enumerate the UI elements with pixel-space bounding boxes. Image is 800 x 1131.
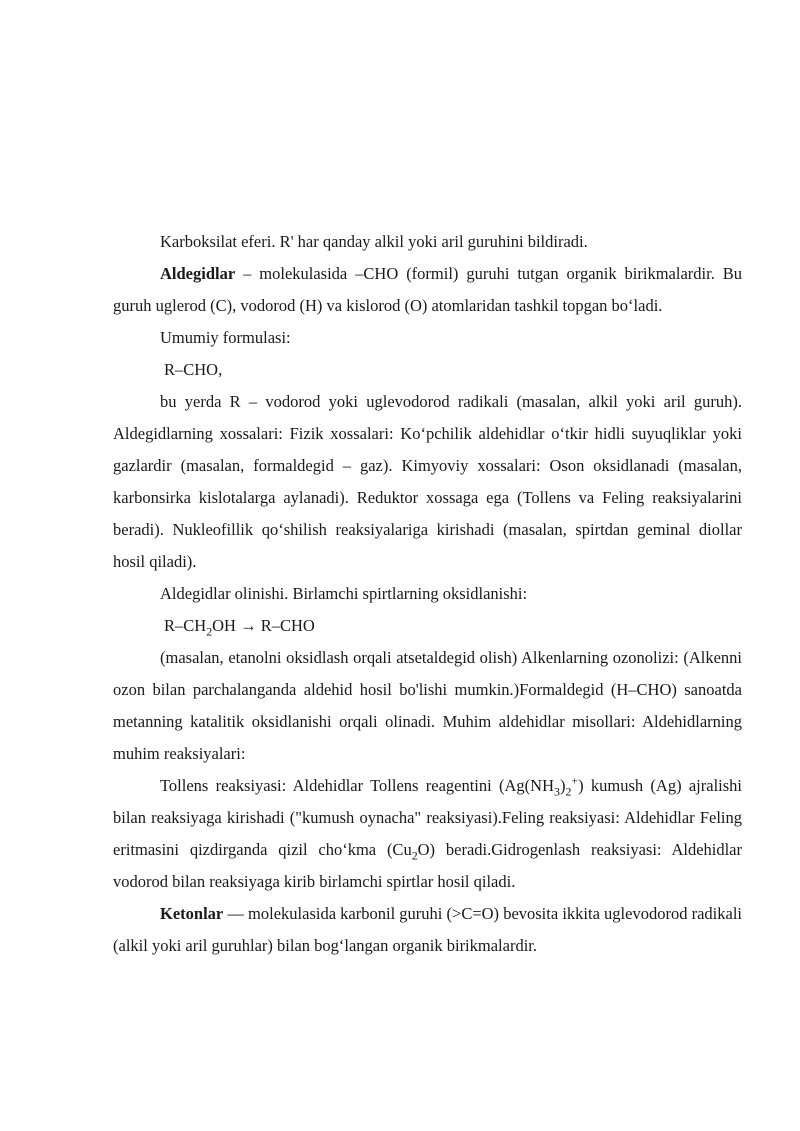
paragraph-aldehyde-properties: [113, 386, 742, 578]
formula-r-cho: [113, 354, 742, 386]
paragraph-ketones-definition: [113, 898, 742, 962]
formula-oxidation: [113, 610, 742, 642]
document-page: [113, 226, 742, 962]
paragraph-carboxylate-ether: [113, 226, 742, 258]
text-formula-r-cho: R–CHO,: [164, 360, 223, 379]
formula-oxidation-subscript: 2: [206, 624, 213, 639]
text-ozonolysis: (masalan, etanolni oksidlash orqali atsetaldegid olish) Alkenlarning ozonolizi: (Alkenni ozon bilan parchalanganda aldehid hosil bo'lishi mumkin.)Formaldegid (H–CHO) sanoatda metanning katalitik oksidlanishi orqali olinadi. Muhim aldehidlar misollari: Aldehidlarning muhim reaksiyalari:: [113, 648, 742, 763]
paragraph-ozonolysis: [113, 642, 742, 770]
text-tollens-c: ) kumush (Ag) ajralishi bilan reaksiyaga kirishadi ("kumush oynacha" reaksiyasi).Feling reaksiyasi: Aldehidlar Feling eritmasini qizdirganda qizil cho‘kma (Cu: [113, 776, 742, 859]
superscript-plus: +: [571, 773, 579, 788]
text-aldehydes-definition: – molekulasida –CHO (formil) guruhi tutgan organik birikmalardir. Bu guruh uglerod (C), vodorod (H) va kislorod (O) atomlaridan tashkil topgan bo‘ladi.: [113, 264, 742, 315]
term-aldegidlar: Aldegidlar: [160, 264, 236, 283]
subscript-cu2: 2: [411, 848, 418, 863]
formula-oxidation-part-b: OH → R–CHO: [212, 616, 315, 635]
text-tollens-b: ): [559, 776, 566, 795]
text-carboxylate-ether: Karboksilat eferi. R' har qanday alkil yoki aril guruhini bildiradi.: [160, 232, 588, 251]
paragraph-general-formula-label: [113, 322, 742, 354]
text-aldehyde-preparation: Aldegidlar olinishi. Birlamchi spirtlarning oksidlanishi:: [160, 584, 528, 603]
subscript-3: 3: [554, 784, 560, 799]
text-tollens-d: O) beradi.Gidrogenlash reaksiyasi: Aldehidlar vodorod bilan reaksiyaga kirib birlamchi spirtlar hosil qiladi.: [113, 840, 742, 891]
paragraph-aldehydes-definition: [113, 258, 742, 322]
paragraph-tollens-feling: [113, 770, 742, 898]
text-aldehyde-properties: bu yerda R – vodorod yoki uglevodorod radikali (masalan, alkil yoki aril guruh). Aldegidlarning xossalari: Fizik xossalari: Ko‘pchilik aldehidlar o‘tkir hidli suyuqliklar yoki gazlardir (masalan, formaldegid – gaz). Kimyoviy xossalari: Oson oksidlanadi (masalan, karbonsirka kislotalarga aylanadi). Reduktor xossaga ega (Tollens va Feling reaksiyalarini beradi). Nukleofillik qo‘shilish reaksiyalariga kirishadi (masalan, spirtdan geminal diollar hosil qiladi).: [113, 392, 742, 571]
subscript-2: 2: [565, 784, 572, 799]
text-general-formula-label: Umumiy formulasi:: [160, 328, 291, 347]
text-tollens-a: Tollens reaksiyasi: Aldehidlar Tollens reagentini (Ag(NH: [160, 776, 554, 795]
formula-oxidation-part-a: R–CH: [164, 616, 207, 635]
term-ketonlar: Ketonlar: [160, 904, 224, 923]
text-ketones-definition: — molekulasida karbonil guruhi (>C=O) bevosita ikkita uglevodorod radikali (alkil yoki aril guruhlar) bilan bog‘langan organik birikmalardir.: [113, 904, 742, 955]
paragraph-aldehyde-preparation: [113, 578, 742, 610]
